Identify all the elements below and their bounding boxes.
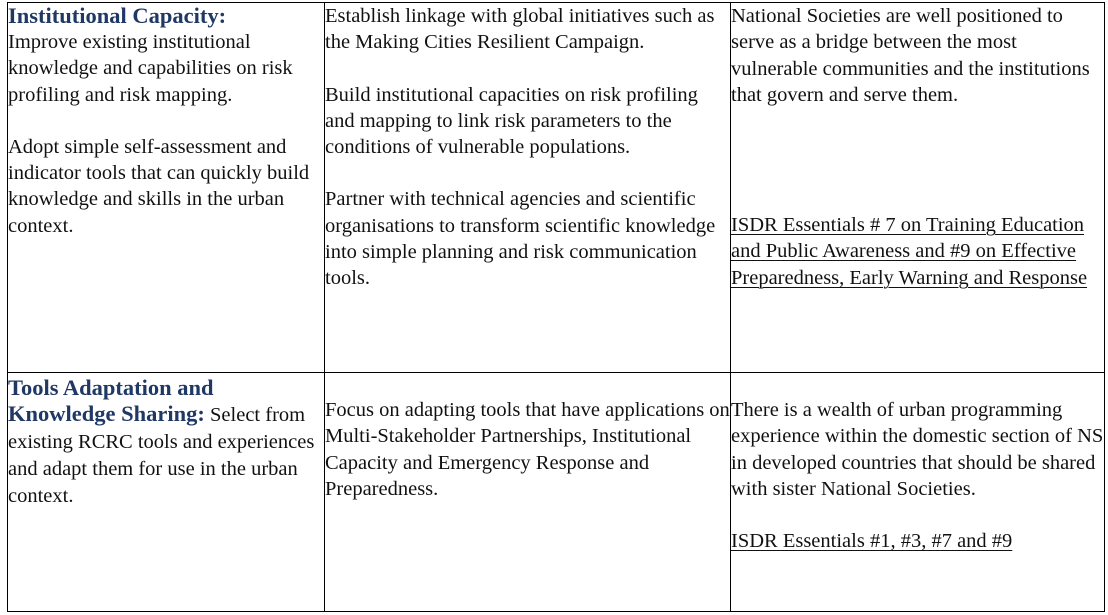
isdr-reference-link[interactable]: ISDR Essentials # 7 on Training Education and Public Awareness and #9 on Effective Preparedness, Early Warning and Response <box>731 214 1088 289</box>
priority-text-2: Adopt simple self-assessment and indicator tools that can quickly build knowledge and skills in the urban context. <box>8 135 310 237</box>
table-row-institutional-capacity <box>8 3 1105 373</box>
priority-cell <box>8 3 325 373</box>
table-row-tools-adaptation <box>8 373 1105 612</box>
strategy-table <box>7 2 1105 612</box>
action-text-3: Partner with technical agencies and scientific organisations to transform scientific knowledge into simple planning and risk communication tools. <box>325 188 716 290</box>
priority-cell <box>8 373 325 612</box>
action-text-1: Establish linkage with global initiatives such as the Making Cities Resilient Campaign. <box>325 5 715 54</box>
row-heading: Tools Adaptation and Knowledge Sharing: <box>8 375 214 426</box>
actions-cell <box>325 3 731 373</box>
notes-cell <box>731 3 1105 373</box>
note-text-1: National Societies are well positioned to serve as a bridge between the most vulnerable communities and the institutions that govern and serve them. <box>731 5 1090 106</box>
priority-text-1: Improve existing institutional knowledge and capabilities on risk profiling and risk mapping. <box>8 31 293 106</box>
row-heading: Institutional Capacity: <box>8 3 227 28</box>
row-heading-block <box>8 375 324 509</box>
notes-cell <box>731 373 1105 612</box>
actions-cell <box>325 373 731 612</box>
action-text-1: Focus on adapting tools that have applications on Multi-Stakeholder Partnerships, Institutional Capacity and Emergency Response and Preparedness. <box>325 399 730 500</box>
note-text-1: There is a wealth of urban programming experience within the domestic section of NS in developed countries that should be shared with sister National Societies. <box>731 399 1104 500</box>
action-text-2: Build institutional capacities on risk profiling and mapping to link risk parameters to the conditions of vulnerable populations. <box>325 83 698 159</box>
priority-text-1: Select from existing RCRC tools and experiences and adapt them for use in the urban context. <box>8 404 315 507</box>
isdr-reference-link[interactable]: ISDR Essentials #1, #3, #7 and #9 <box>731 530 1013 553</box>
